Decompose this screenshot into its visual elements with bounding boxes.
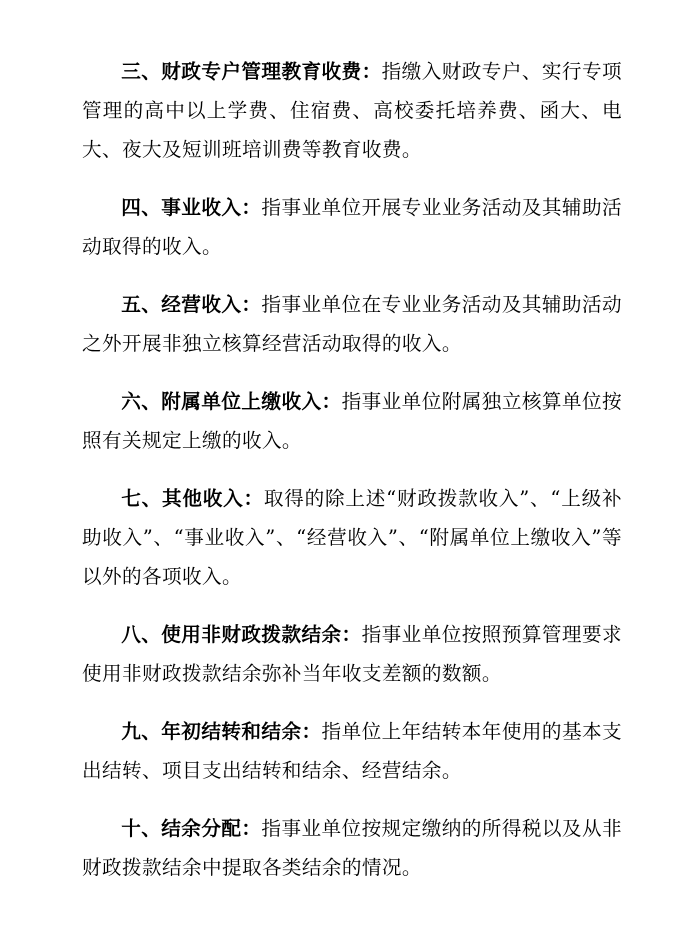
item-description: 指事业单位按规定缴纳的所得税以及从非财政拨款结余中提取各类结余的情况。 (82, 817, 622, 879)
item-description: 指事业单位在专业业务活动及其辅助活动之外开展非独立核算经营活动取得的收入。 (82, 293, 622, 355)
item-description: 指事业单位按照预算管理要求使用非财政拨款结余弥补当年收支差额的数额。 (82, 623, 622, 685)
item-term: 四、事业收入： (121, 196, 262, 219)
paragraph-item-6 (82, 382, 622, 460)
item-term: 三、财政专户管理教育收费： (121, 60, 382, 83)
item-description: 指事业单位开展专业业务活动及其辅助活动取得的收入。 (82, 196, 622, 258)
item-term: 七、其他收入： (121, 487, 264, 510)
paragraph-item-4 (82, 188, 622, 266)
paragraph-item-5 (82, 285, 622, 363)
item-term: 十、结余分配： (121, 817, 262, 840)
item-description: 指缴入财政专户、实行专项管理的高中以上学费、住宿费、高校委托培养费、函大、电大、夜大及短训班培训费等教育收费。 (82, 60, 622, 161)
paragraph-item-3 (82, 52, 622, 169)
paragraph-item-9 (82, 712, 622, 790)
item-term: 九、年初结转和结余： (121, 720, 322, 743)
item-description: 指事业单位附属独立核算单位按照有关规定上缴的收入。 (82, 390, 622, 452)
item-term: 五、经营收入： (121, 293, 262, 316)
paragraph-item-8 (82, 615, 622, 693)
item-description: 取得的除上述“财政拨款收入”、“上级补助收入”、“事业收入”、“经营收入”、“附属单位上缴收入”等以外的各项收入。 (82, 487, 622, 588)
document-page (82, 52, 622, 906)
paragraph-item-7 (82, 479, 622, 596)
item-description: 指单位上年结转本年使用的基本支出结转、项目支出结转和结余、经营结余。 (82, 720, 623, 782)
paragraph-item-10 (82, 809, 622, 887)
item-term: 八、使用非财政拨款结余： (121, 623, 362, 646)
item-term: 六、附属单位上缴收入： (121, 390, 342, 413)
